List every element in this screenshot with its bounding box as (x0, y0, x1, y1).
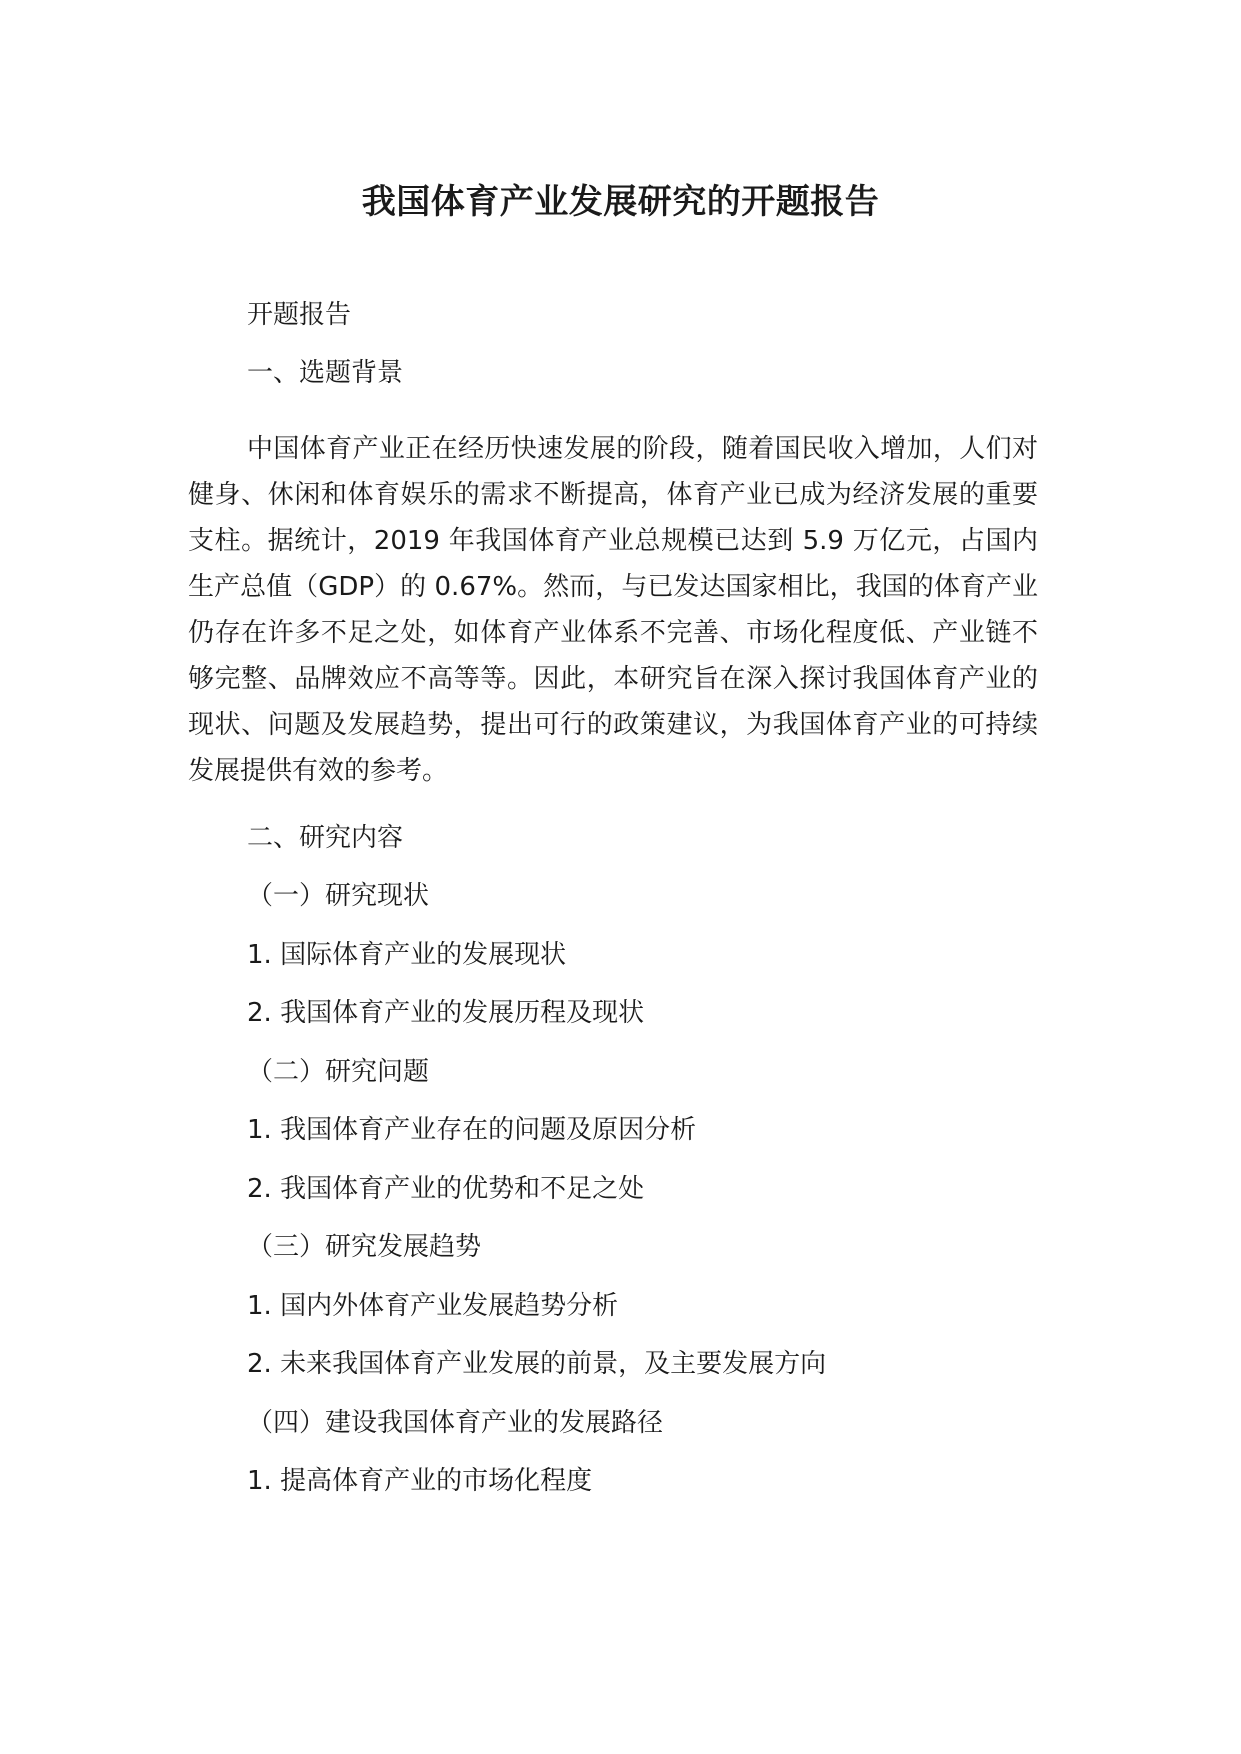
list-item: 2. 未来我国体育产业发展的前景，及主要发展方向 (247, 1349, 827, 1379)
list-item: 1. 国际体育产业的发展现状 (247, 940, 567, 970)
list-item: 2. 我国体育产业的发展历程及现状 (247, 998, 645, 1028)
list-item: 1. 国内外体育产业发展趋势分析 (247, 1291, 619, 1321)
section-heading-background: 一、选题背景 (247, 358, 404, 388)
subsection-heading-path: （四）建设我国体育产业的发展路径 (247, 1408, 664, 1438)
section-heading-content: 二、研究内容 (247, 823, 404, 853)
background-paragraph: 中国体育产业正在经历快速发展的阶段，随着国民收入增加，人们对健身、休闲和体育娱乐的需求不断提高，体育产业已成为经济发展的重要支柱。据统计，2019 年我国体育产业总规模已达到 5.9 万亿元，占国内生产总值（GDP）的 0.67%。然而，与已发达国家相比，我国的体育产业仍存在许多不足之处，如体育产业体系不完善、市场化程度低、产业链不够完整、品牌效应不高等等。因此，本研究旨在深入探讨我国体育产业的现状、问题及发展趋势，提出可行的政策建议，为我国体育产业的可持续发展提供有效的参考。 (188, 434, 1038, 786)
subsection-heading-status: （一）研究现状 (247, 881, 430, 911)
list-item: 1. 我国体育产业存在的问题及原因分析 (247, 1115, 697, 1145)
list-item: 1. 提高体育产业的市场化程度 (247, 1466, 593, 1496)
document-title: 我国体育产业发展研究的开题报告 (361, 182, 880, 222)
subsection-heading-trends: （三）研究发展趋势 (247, 1232, 482, 1262)
list-item: 2. 我国体育产业的优势和不足之处 (247, 1174, 645, 1204)
subsection-heading-problems: （二）研究问题 (247, 1057, 430, 1087)
subtitle: 开题报告 (247, 300, 352, 330)
